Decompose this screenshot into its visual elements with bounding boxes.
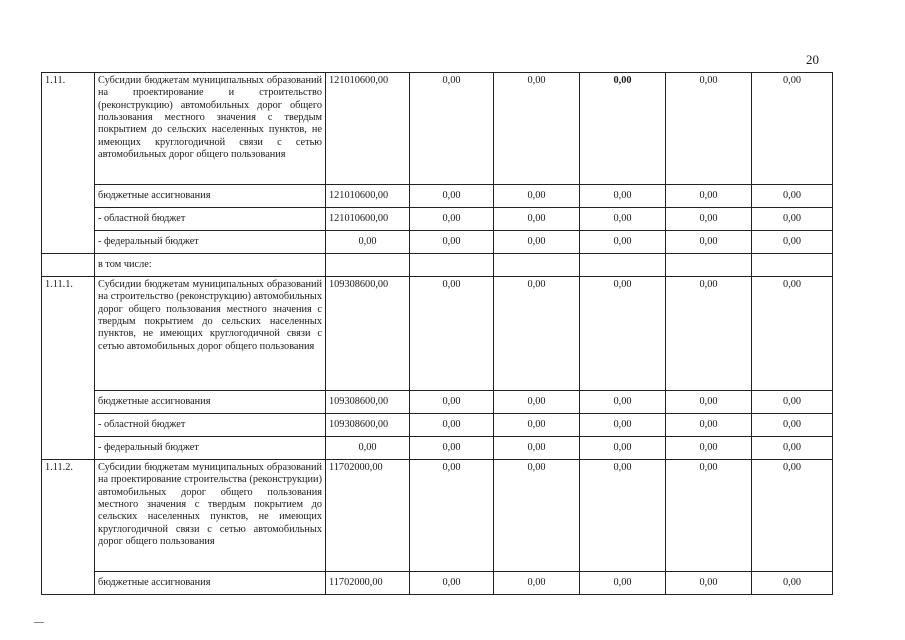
page-number: 20 [806, 52, 819, 67]
subrow-label: бюджетные ассигнования [95, 185, 326, 208]
subrow-value: 0,00 [752, 414, 833, 437]
row-amount: 121010600,00 [326, 73, 410, 185]
subrow-value: 0,00 [752, 208, 833, 231]
subrow-value: 0,00 [580, 208, 666, 231]
row-description: Субсидии бюджетам муниципальных образований на проектирование строительства (реконструкции) автомобильных дорог общего пользования местного значения с твердым покрытием до сельских населенных пунктов, не имеющих круглогодичной связи с сетью автомобильных дорог общего пользования [95, 460, 326, 572]
empty-cell [580, 254, 666, 277]
subrow-value: 0,00 [494, 437, 580, 460]
row-value: 0,00 [666, 277, 752, 391]
row-value: 0,00 [580, 277, 666, 391]
subrow-value: 0,00 [494, 185, 580, 208]
row-value: 0,00 [494, 277, 580, 391]
subrow-amount: 109308600,00 [326, 391, 410, 414]
subrow-value: 0,00 [752, 185, 833, 208]
subrow-label: - федеральный бюджет [95, 437, 326, 460]
subrow-label: бюджетные ассигнования [95, 572, 326, 595]
table-row [42, 254, 833, 277]
subrow-value: 0,00 [666, 572, 752, 595]
empty-cell [494, 254, 580, 277]
subrow-value: 0,00 [410, 208, 494, 231]
subrow-value: 0,00 [666, 414, 752, 437]
row-value: 0,00 [494, 73, 580, 185]
row-description: Субсидии бюджетам муниципальных образований на строительство (реконструкцию) автомобильных дорог общего пользования местного значения с твердым покрытием до сельских населенных пунктов, не имеющих круглогодичной связи с сетью автомобильных дорог общего пользования [95, 277, 326, 391]
subrow-value: 0,00 [752, 391, 833, 414]
subrow-value: 0,00 [410, 572, 494, 595]
subrow-value: 0,00 [494, 231, 580, 254]
subrow-value: 0,00 [752, 437, 833, 460]
subrow-value: 0,00 [410, 185, 494, 208]
subrow-value: 0,00 [580, 231, 666, 254]
subrow-amount: 11702000,00 [326, 572, 410, 595]
table-row [42, 73, 833, 185]
empty-cell [666, 254, 752, 277]
subrow-value: 0,00 [580, 391, 666, 414]
table-row [42, 391, 833, 414]
table-row [42, 414, 833, 437]
subrow-amount: 121010600,00 [326, 208, 410, 231]
row-value: 0,00 [410, 460, 494, 572]
subrow-value: 0,00 [494, 414, 580, 437]
table-row [42, 185, 833, 208]
subrow-amount: 0,00 [326, 231, 410, 254]
row-code: 1.11. [42, 73, 95, 254]
subrow-value: 0,00 [410, 437, 494, 460]
row-value: 0,00 [666, 460, 752, 572]
table-row [42, 277, 833, 391]
row-value: 0,00 [752, 277, 833, 391]
subrow-label: - областной бюджет [95, 208, 326, 231]
empty-cell [752, 254, 833, 277]
subrow-label: - областной бюджет [95, 414, 326, 437]
row-value: 0,00 [410, 277, 494, 391]
subrow-value: 0,00 [410, 391, 494, 414]
subrow-value: 0,00 [752, 572, 833, 595]
row-amount: 109308600,00 [326, 277, 410, 391]
empty-cell [42, 254, 95, 277]
subrow-value: 0,00 [410, 231, 494, 254]
subrow-value: 0,00 [494, 391, 580, 414]
row-description: Субсидии бюджетам муниципальных образований на проектирование и строительство (реконструкцию) автомобильных дорог общего пользования местного значения с твердым покрытием до сельских населенных пунктов, не имеющих круглогодичной связи с сетью автомобильных дорог общего пользования [95, 73, 326, 185]
subrow-value: 0,00 [410, 414, 494, 437]
subrow-value: 0,00 [580, 437, 666, 460]
subrow-value: 0,00 [580, 414, 666, 437]
scan-mark [34, 622, 44, 623]
subrow-value: 0,00 [666, 391, 752, 414]
row-amount: 11702000,00 [326, 460, 410, 572]
row-value: 0,00 [752, 73, 833, 185]
table-row [42, 231, 833, 254]
subrow-value: 0,00 [666, 185, 752, 208]
table-row [42, 572, 833, 595]
row-value: 0,00 [410, 73, 494, 185]
subrow-value: 0,00 [666, 208, 752, 231]
budget-table [41, 72, 833, 595]
subrow-value: 0,00 [580, 185, 666, 208]
subrow-amount: 121010600,00 [326, 185, 410, 208]
row-value: 0,00 [494, 460, 580, 572]
subrow-value: 0,00 [494, 572, 580, 595]
row-code: 1.11.2. [42, 460, 95, 595]
table-row [42, 460, 833, 572]
row-value: 0,00 [752, 460, 833, 572]
row-value: 0,00 [666, 73, 752, 185]
table-row [42, 208, 833, 231]
row-code: 1.11.1. [42, 277, 95, 460]
subrow-value: 0,00 [580, 572, 666, 595]
subrow-value: 0,00 [752, 231, 833, 254]
empty-cell [410, 254, 494, 277]
row-value: 0,00 [580, 73, 666, 185]
subrow-value: 0,00 [666, 231, 752, 254]
table-row [42, 437, 833, 460]
subrow-value: 0,00 [494, 208, 580, 231]
empty-cell [326, 254, 410, 277]
subrow-value: 0,00 [666, 437, 752, 460]
row-value: 0,00 [580, 460, 666, 572]
subrow-label: - федеральный бюджет [95, 231, 326, 254]
subrow-amount: 109308600,00 [326, 414, 410, 437]
subrow-label: бюджетные ассигнования [95, 391, 326, 414]
note-label: в том числе: [95, 254, 326, 277]
subrow-amount: 0,00 [326, 437, 410, 460]
